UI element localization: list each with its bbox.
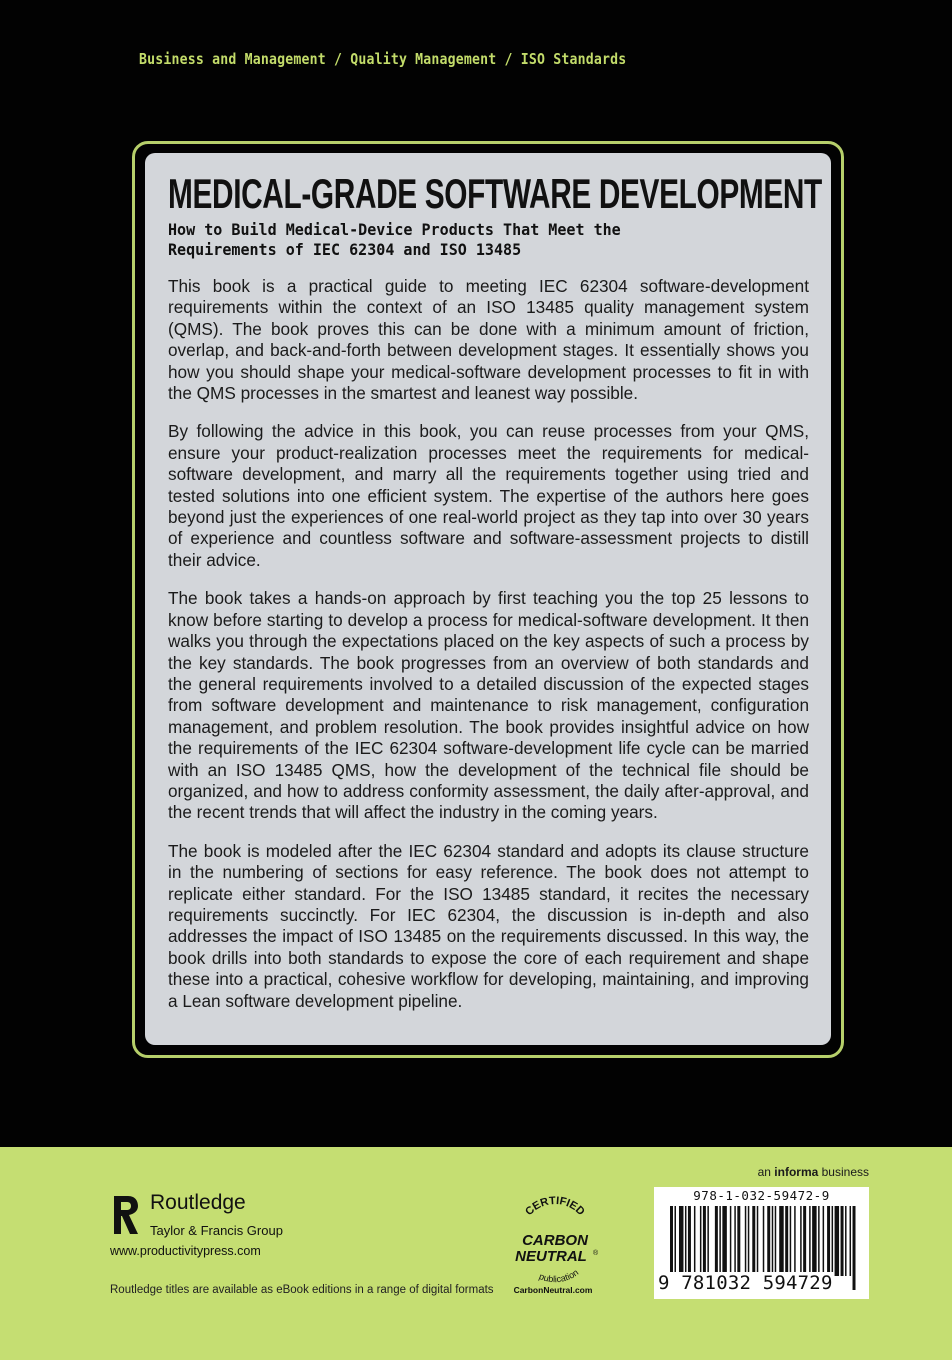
barcode-bar — [841, 1206, 844, 1276]
barcode-bar — [785, 1206, 788, 1276]
barcode-bar — [757, 1206, 759, 1276]
barcode-bar — [752, 1206, 755, 1276]
barcode-bar — [707, 1206, 709, 1276]
publisher-website[interactable]: www.productivitypress.com — [110, 1244, 261, 1258]
barcode-bar — [748, 1206, 750, 1276]
barcode-bar — [730, 1206, 732, 1276]
barcode-bar — [734, 1206, 736, 1276]
isbn-number-top: 978-1-032-59472-9 — [693, 1188, 830, 1203]
barcode-bar — [835, 1206, 839, 1276]
barcode-bar — [818, 1206, 820, 1276]
informa-suffix: business — [818, 1165, 869, 1179]
barcode-bar — [850, 1206, 852, 1276]
carbon-neutral-badge — [500, 1189, 610, 1299]
carbon-publication-text: publication — [537, 1267, 581, 1285]
barcode-bar — [685, 1206, 687, 1276]
category-breadcrumb: Business and Management / Quality Management / ISO Standards — [139, 50, 627, 68]
carbon-certified-text: CERTIFIED — [523, 1194, 587, 1219]
blurb-paragraph-4: The book is modeled after the IEC 62304 standard and adopts its clause structure in the numbering of sections for easy reference. The book does not attempt to replicate either standard. For the ISO 13485 standard, it recites the necessary requirements succinctly. For IEC 62304, the discussion is in-depth and also addresses the impact of ISO 13485 on the requirements discussed. In this way, the book drills into both standards to expose the core of each requirement and shape these into a practical, cohesive workflow for developing, maintaining, and improving a Lean software development pipeline. — [168, 840, 809, 1011]
barcode-bar — [827, 1206, 830, 1276]
barcode-bar — [779, 1206, 783, 1276]
carbon-word: CARBON — [522, 1232, 588, 1249]
barcode-bar — [800, 1206, 802, 1276]
barcode-bar — [812, 1206, 816, 1276]
registered-mark: ® — [593, 1250, 599, 1257]
barcode-bar — [700, 1206, 702, 1276]
carbon-site-text: CarbonNeutral.com — [513, 1285, 593, 1295]
barcode-bar — [745, 1206, 747, 1276]
barcode-bar — [694, 1206, 696, 1276]
blurb — [168, 276, 809, 1012]
barcode-bar — [679, 1206, 683, 1276]
blurb-paragraph-2: By following the advice in this book, you can reuse processes from your QMS, ensure your product-realization processes meet the requirements for medical-software development, and marry all the requirements together using tried and tested solutions into one efficient system. The expertise of the authors here goes beyond just the experiences of one real-world project as they tap into over 30 years of experience and countless software and software-assessment projects to distill their advice. — [168, 421, 809, 570]
isbn-barcode — [654, 1187, 869, 1299]
informa-tagline — [758, 1165, 869, 1179]
routledge-r-icon — [110, 1194, 140, 1236]
barcode-bar — [772, 1206, 774, 1276]
barcode-bar — [775, 1206, 777, 1276]
publisher-group: Taylor & Francis Group — [150, 1223, 283, 1238]
barcode-bar — [845, 1206, 847, 1276]
barcode-bar — [809, 1206, 811, 1276]
barcode-bar — [688, 1206, 691, 1276]
publisher-footer — [0, 1147, 952, 1360]
barcode-bar — [737, 1206, 740, 1276]
barcode-bar — [722, 1206, 726, 1276]
book-subtitle — [168, 220, 771, 260]
book-title: MEDICAL-GRADE SOFTWARE DEVELOPMENT — [168, 170, 822, 217]
isbn-number-bottom: 9 781032 594729 — [658, 1272, 833, 1294]
barcode-bar — [823, 1206, 825, 1276]
barcode-bar — [715, 1206, 718, 1276]
description-panel — [145, 153, 831, 1045]
blurb-paragraph-3: The book takes a hands-on approach by first teaching you the top 25 lessons to know before starting to develop a process for medical-software development. It then walks you through the expectations placed on the key aspects of such a process by the key standards. The book progresses from an overview of both standards and the general requirements involved to a detailed discussion of the expected stages from software development and maintenance to risk management, configuration management, and problem resolution. The book provides insightful advice on how the requirements of the IEC 62304 software-development life cycle can be married with an ISO 13485 QMS, how the development of the technical file should be organized, and how to address conformity assessment, the daily after-approval, and the recent trends that will affect the industry in the coming years. — [168, 588, 809, 823]
barcode-bar — [763, 1206, 765, 1276]
barcode-bar — [790, 1206, 792, 1276]
barcode-bar — [794, 1206, 796, 1276]
ebook-note: Routledge titles are available as eBook editions in a range of digital formats — [110, 1284, 494, 1296]
publisher-name: Routledge — [150, 1191, 246, 1214]
subtitle-line-1: How to Build Medical-Device Products That Meet the — [168, 220, 621, 239]
barcode-bar — [803, 1206, 806, 1276]
neutral-word: NEUTRAL — [515, 1248, 587, 1265]
subtitle-line-2: Requirements of IEC 62304 and ISO 13485 — [168, 240, 522, 259]
informa-bold: informa — [774, 1165, 819, 1179]
blurb-paragraph-1: This book is a practical guide to meeting IEC 62304 software-development requirements within the context of an ISO 13485 quality management system (QMS). The book proves this can be done with a minimum amount of friction, overlap, and back-and-forth between development stages. It essentially shows you how you should shape your medical-software development processes to fit in with the QMS processes in the smartest and leanest way possible. — [168, 276, 809, 404]
barcode-bar — [703, 1206, 706, 1276]
barcode-bar — [832, 1206, 834, 1276]
informa-prefix: an — [757, 1165, 775, 1179]
barcode-bar — [719, 1206, 721, 1276]
